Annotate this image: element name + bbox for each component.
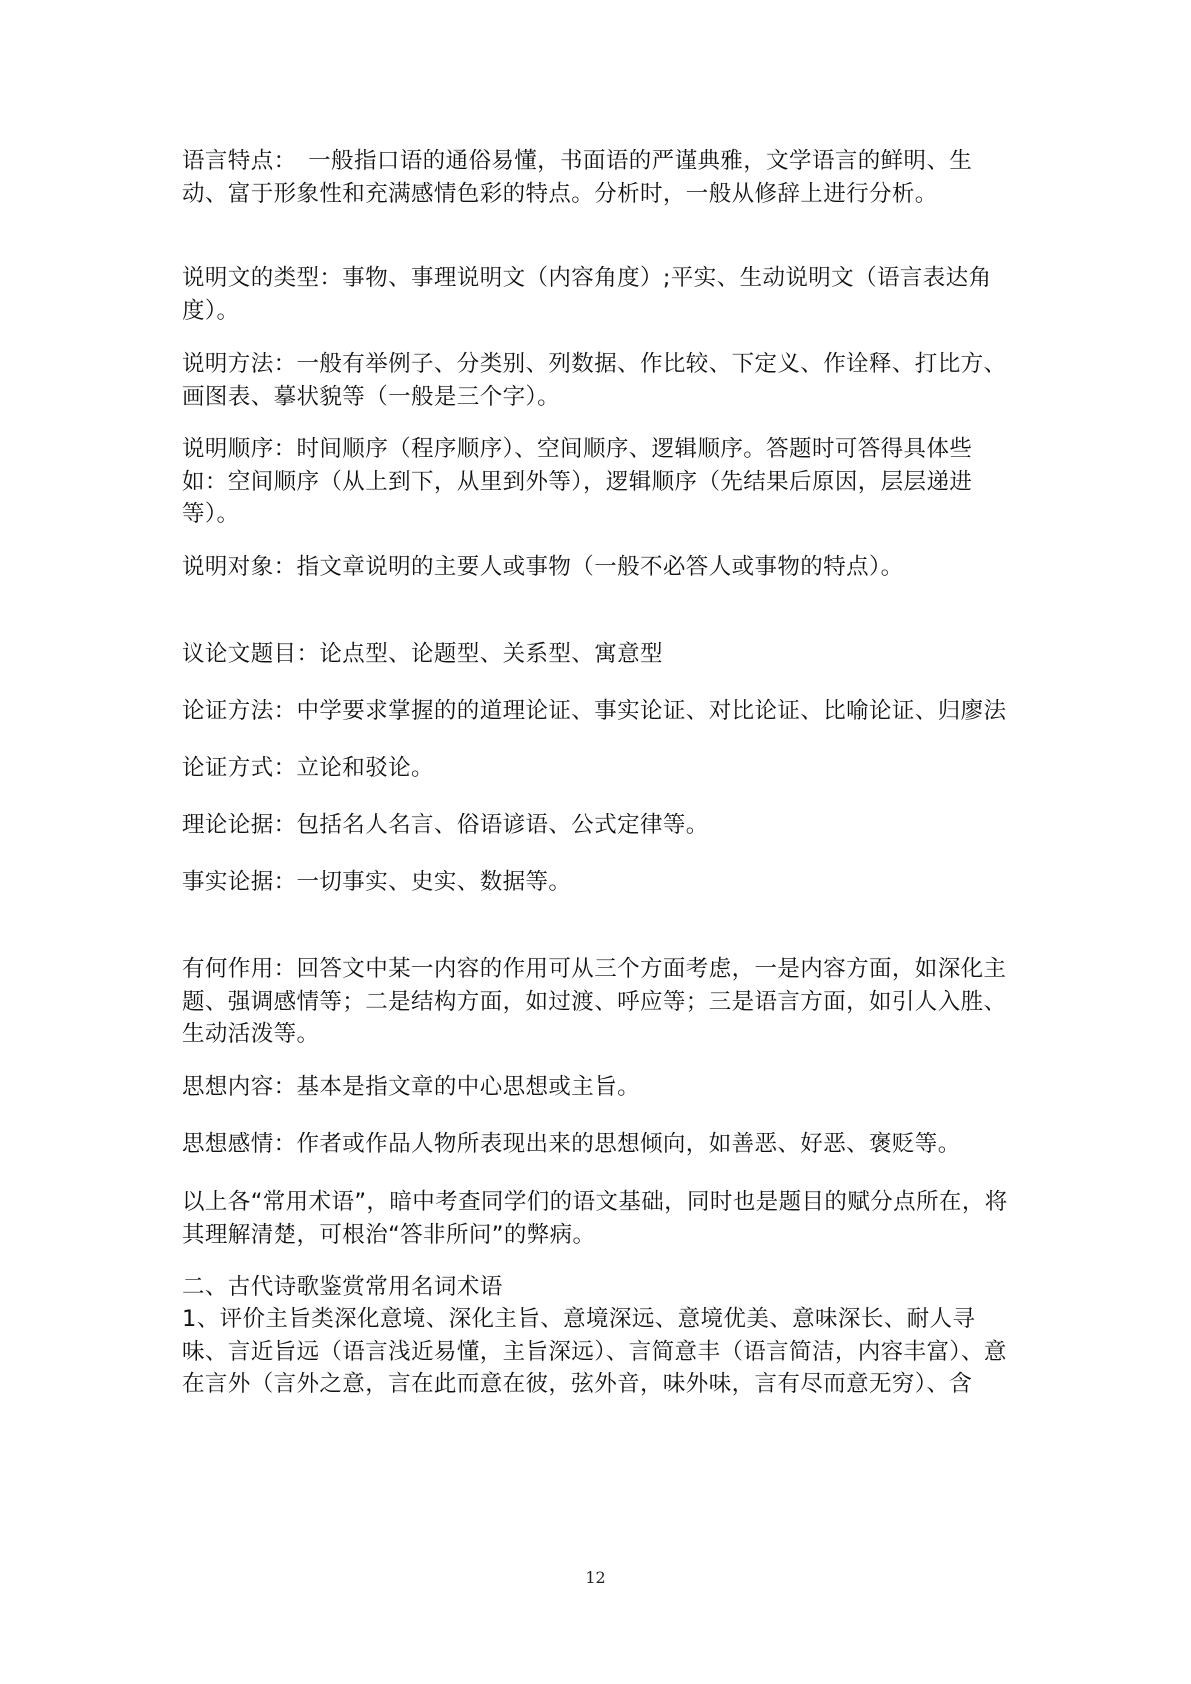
section-heading-poetry-terms: 二、古代诗歌鉴赏常用名词术语 bbox=[182, 1274, 503, 1300]
paragraph-summary-note: 以上各“常用术语”，暗中考查同学们的语文基础，同时也是题目的赋分点所在，将其理解清楚，可根治“答非所问”的弊病。 bbox=[182, 1189, 1008, 1248]
paragraph-factual-evidence: 事实论据：一切事实、史实、数据等。 bbox=[182, 869, 572, 895]
paragraph-argument-titles: 议论文题目：论点型、论题型、关系型、寓意型 bbox=[182, 641, 663, 667]
paragraph-expository-types: 说明文的类型：事物、事理说明文（内容角度）;平实、生动说明文（语言表达角度）。 bbox=[182, 265, 992, 324]
paragraph-thoughts-feelings: 思想感情：作者或作品人物所表现出来的思想倾向，如善恶、好恶、褒贬等。 bbox=[182, 1131, 961, 1157]
paragraph-argument-ways: 论证方式：立论和驳论。 bbox=[182, 755, 434, 781]
paragraph-explanation-methods: 说明方法：一般有举例子、分类别、列数据、作比较、下定义、作诠释、打比方、画图表、摹状貌等（一般是三个字）。 bbox=[182, 351, 1007, 410]
paragraph-function: 有何作用：回答文中某一内容的作用可从三个方面考虑，一是内容方面，如深化主题、强调感情等；二是结构方面，如过渡、呼应等；三是语言方面，如引人入胜、生动活泼等。 bbox=[182, 956, 1007, 1047]
paragraph-theoretical-evidence: 理论论据：包括名人名言、俗语谚语、公式定律等。 bbox=[182, 812, 709, 838]
paragraph-content-idea: 思想内容：基本是指文章的中心思想或主旨。 bbox=[182, 1074, 641, 1100]
paragraph-language-features: 语言特点： 一般指口语的通俗易懂，书面语的严谨典雅，文学语言的鲜明、生动、富于形象性和充满感情色彩的特点。分析时，一般从修辞上进行分析。 bbox=[182, 148, 973, 207]
paragraph-argument-methods: 论证方法：中学要求掌握的的道理论证、事实论证、对比论证、比喻论证、归廖法 bbox=[182, 698, 1007, 724]
paragraph-explanation-order: 说明顺序：时间顺序（程序顺序）、空间顺序、逻辑顺序。答题时可答得具体些如：空间顺序（从上到下，从里到外等），逻辑顺序（先结果后原因，层层递进等）。 bbox=[182, 436, 973, 527]
paragraph-explanation-object: 说明对象：指文章说明的主要人或事物（一般不必答人或事物的特点）。 bbox=[182, 554, 904, 580]
paragraph-evaluation-theme: 1、评价主旨类深化意境、深化主旨、意境深远、意境优美、意味深长、耐人寻味、言近旨远（语言浅近易懂，主旨深远）、言简意丰（语言简洁，内容丰富）、意在言外（言外之意，言在此而意在彼，弦外音，味外味，言有尽而意无穷）、含 bbox=[182, 1306, 1007, 1397]
page-number: 12 bbox=[585, 1568, 606, 1587]
